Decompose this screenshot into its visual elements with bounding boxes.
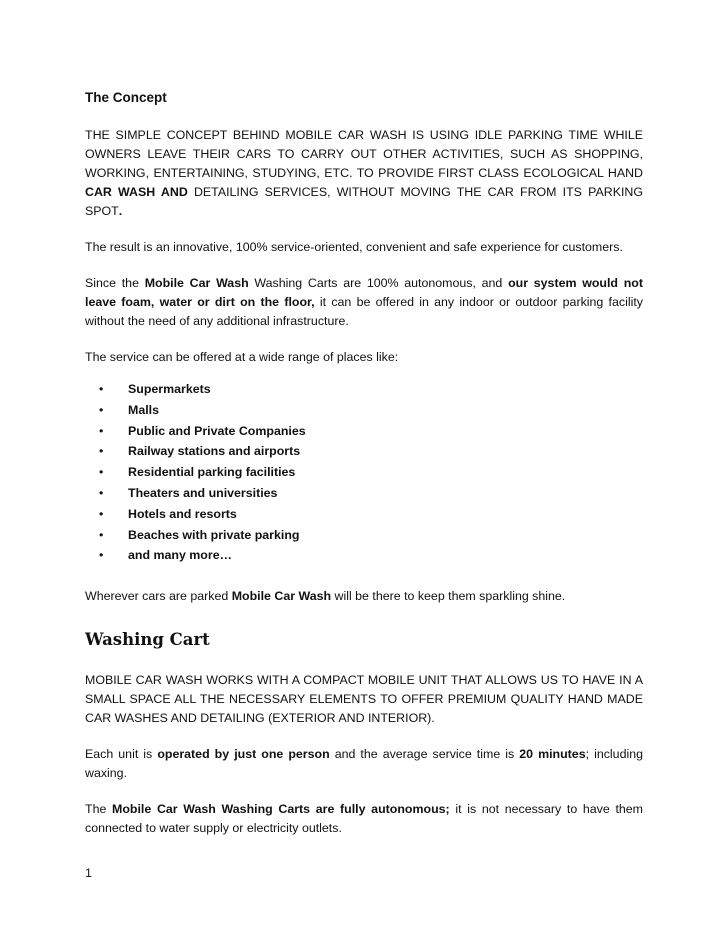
list-item-label: Residential parking facilities <box>128 465 296 480</box>
text-run: Washing Carts are 100% autonomous, and <box>248 276 509 290</box>
bullet-icon: • <box>99 402 104 417</box>
bullet-icon: • <box>99 548 104 563</box>
bold-run: 20 minutes <box>519 747 586 762</box>
list-item-label: Public and Private Companies <box>128 423 306 438</box>
concept-paragraph-4: The service can be offered at a wide range of places like: <box>85 350 399 364</box>
list-item <box>85 483 643 504</box>
bold-run: CAR WASH AND <box>85 185 188 199</box>
washing-cart-paragraph-1: MOBILE CAR WASH WORKS WITH A COMPACT MOBILE UNIT THAT ALLOWS US TO HAVE IN A SMALL SPACE ALL THE NECESSARY ELEMENTS TO OFFER PREMIUM QUALITY HAND MADE CAR WASHES AND DETAILING (EXTERIOR AND INTERIOR). <box>85 673 643 726</box>
text-run: The <box>85 802 113 817</box>
bold-run: Mobile Car Wash <box>144 276 249 290</box>
text-run: it is not necessary to have them connected to water supply or electricity outlets. <box>85 802 643 836</box>
text-run: Wherever cars are parked <box>85 589 232 604</box>
bullet-icon: • <box>99 527 104 542</box>
list-item <box>85 504 643 525</box>
concept-paragraph-5 <box>85 587 643 606</box>
list-item-label: Railway stations and airports <box>128 444 301 459</box>
concept-paragraph-1 <box>85 126 643 221</box>
list-item-label: Beaches with private parking <box>128 527 300 542</box>
text-run: Each unit is <box>85 747 158 762</box>
list-item <box>85 545 643 566</box>
list-item-label: Supermarkets <box>128 382 211 396</box>
text-run: will be there to keep them sparkling shine. <box>331 589 566 604</box>
concept-paragraph-2: The result is an innovative, 100% service-oriented, convenient and safe experience for customers. <box>85 240 623 254</box>
list-item-label: Malls <box>128 402 159 417</box>
text-run: it can be offered in any indoor or outdoor parking facility without the need of any additional infrastructure. <box>85 295 643 328</box>
concept-paragraph-3 <box>85 274 643 331</box>
bold-run: Mobile Car Wash Washing Carts are fully autonomous; <box>112 802 450 817</box>
list-item-label: Hotels and resorts <box>128 506 237 521</box>
list-item <box>85 421 643 442</box>
page-content <box>85 88 643 855</box>
washing-cart-heading: Washing Cart <box>85 630 210 650</box>
bold-run: Mobile Car Wash <box>231 589 332 604</box>
bold-run: our system would not leave foam, water or dirt on the floor, <box>85 276 644 309</box>
list-item-label: Theaters and universities <box>128 485 278 500</box>
bold-run: operated by just one person <box>157 747 330 762</box>
text-run: ; including waxing. <box>85 747 643 781</box>
list-item-label: and many more… <box>128 548 232 563</box>
bullet-icon: • <box>99 506 104 521</box>
washing-cart-paragraph-2 <box>85 745 643 783</box>
text-run: THE SIMPLE CONCEPT BEHIND MOBILE CAR WASH IS USING IDLE PARKING TIME WHILE OWNERS LEAVE THEIR CARS TO CARRY OUT OTHER ACTIVITIES, SUCH AS SHOPPING, WORKING, ENTERTAINING, STUDYING, ETC. TO PROVIDE FIRST CLASS ECOLOGICAL HAND <box>85 128 643 180</box>
washing-cart-paragraph-3 <box>85 800 643 838</box>
concept-heading: The Concept <box>85 90 167 105</box>
text-run: Since the <box>85 276 145 290</box>
list-item <box>85 400 643 421</box>
bullet-icon: • <box>99 485 104 500</box>
bullet-icon: • <box>99 382 104 396</box>
bullet-icon: • <box>99 423 104 438</box>
bullet-icon: • <box>99 465 104 480</box>
text-run: and the average service time is <box>329 747 520 762</box>
list-item <box>85 441 643 462</box>
list-item <box>85 525 643 546</box>
bold-run: . <box>118 204 123 218</box>
page-number: 1 <box>85 866 92 880</box>
places-list <box>85 379 643 566</box>
bullet-icon: • <box>99 444 104 459</box>
list-item <box>85 462 643 483</box>
text-run: DETAILING SERVICES, WITHOUT MOVING THE CAR FROM ITS PARKING SPOT <box>85 185 643 218</box>
list-item <box>85 379 643 400</box>
